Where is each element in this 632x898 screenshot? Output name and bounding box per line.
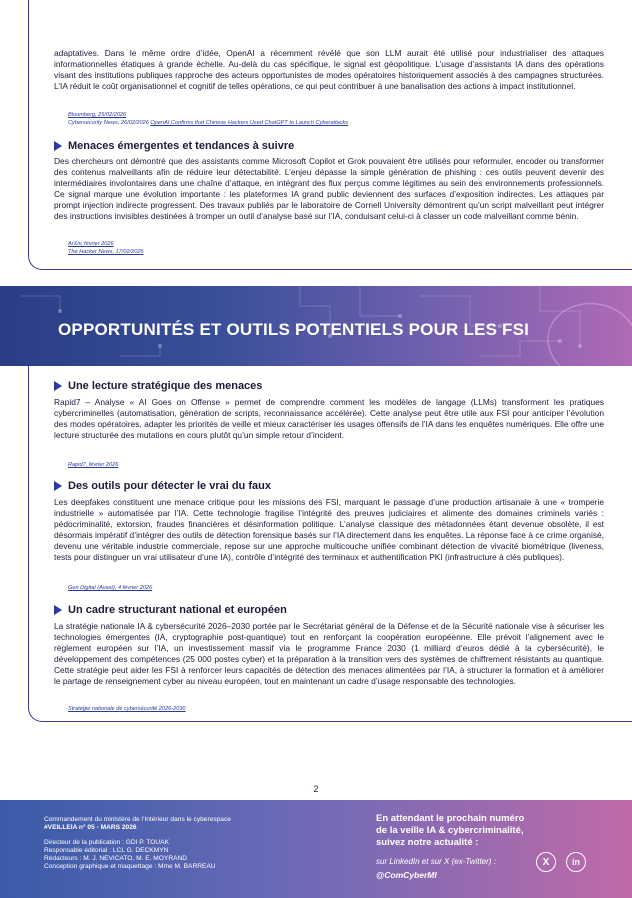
top-section-frame xyxy=(28,0,632,270)
source-gen-digital[interactable]: Gen Digital (Avast), 4 février 2026 xyxy=(68,585,153,591)
footer-org: Commandement du ministère de l’Intérieur dans le cyberespace xyxy=(44,816,231,823)
heading-lecture-strategique: Une lecture stratégique des menaces xyxy=(54,379,262,393)
source-cybersecurity-news[interactable]: Cybersecurity News, 26/02/2026 OpenAI Confirms that Chinese Hackers Used ChatGPT to Launch Cyberattacks xyxy=(68,120,349,126)
footer-writers: Rédacteurs : M. J. NEVICATO, M. E. MOYRAND xyxy=(44,855,188,862)
triangle-bullet-icon xyxy=(54,605,62,615)
page-number: 2 xyxy=(313,784,319,794)
paragraph-menaces: Des chercheurs ont démontré que des assistants comme Microsoft Copilot et Grok pouvaient être utilisés pour reformuler, encoder ou transformer des contenus malveillants afin de réduire leur détectabilité. L’enjeu dépasse la simple génération de phishing : ces outils peuvent devenir des intermédiaires involontaires dans une chaîne d’attaque, en intégrant des flux perçus comme légitimes au sein des environnements professionnels. Ce signal marque une évolution importante : les plateformes IA grand public deviennent des surfaces d’exposition indirectes. Les attaques par prompt injection indirecte progressent. Des travaux publiés par le laboratoire de Cornell University démontrent qu’un script malveillant peut intégrer des instructions invisibles destinées à tromper un outil d’analyse basé sur l’IA, conduisant celui-ci à classer un code malveillant comme bénin. xyxy=(54,156,604,221)
paragraph-strategie: La stratégie nationale IA & cybersécurité 2026–2030 portée par le Secrétariat général de la Défense et de la Sécurité nationale vise à sécuriser les technologies émergentes (IA, cryptographie post-quantique) tout en renforçant la coopération européenne. Elle prévoit l’alignement avec le règlement européen sur l’IA, un investissement massif via le programme France 2030 (1 milliard d’euros dédié à la cybersécurité), le développement des compétences (25 000 postes cyber) et la préparation à la transition vers des systèmes de chiffrement résistants au quantique. Cette stratégie peut aider les FSI à renforcer leurs capacités de détection des menaces alimentées par l’IA, à structurer la formation et à améliorer le partage de renseignement cyber au niveau européen, tout en maintenant un cadre d’usage responsable des technologies. xyxy=(54,621,604,686)
heading-detecter-vrai-faux: Des outils pour détecter le vrai du faux xyxy=(54,479,271,493)
footer-issue: #VEILLEIA n° 05 - MARS 2026 xyxy=(44,824,137,831)
source-rapid7[interactable]: Rapid7, février 2026 xyxy=(68,462,119,468)
source-arxiv[interactable]: ArXiv, février 2026 xyxy=(68,241,114,247)
footer xyxy=(0,800,632,898)
heading-menaces-emergentes: Menaces émergentes et tendances à suivre xyxy=(54,139,294,153)
source-hacker-news[interactable]: The Hacker News, 17/02/2026 xyxy=(68,249,144,255)
triangle-bullet-icon xyxy=(54,481,62,491)
source-bloomberg[interactable]: Bloomberg, 25/02/2026 xyxy=(68,112,127,118)
paragraph-deepfakes: Les deepfakes constituent une menace critique pour les missions des FSI, marquant le passage d’une production artisanale à une « tromperie industrielle » automatisée par l’IA. Cette technologie fragilise l’intégrité des preuves judiciaires et alimente des domaines criminels variés : pédocriminalité, extorsion, fraudes financières et désinformation politique. L’analyse classique des métadonnées étant devenue obsolète, il est désormais impératif d’intégrer des outils de détection forensique basés sur l’IA directement dans les enquêtes. La réponse face à ce crime organisé, devenu une véritable industrie commerciale, repose sur une approche multicouche unifiée combinant détection de vivacité biométrique (liveness, tests pour distinguer un vrai utilisateur d’une IA), contrôle d’intégrité des terminaux et authentification PKI (infrastructure à clés publiques). xyxy=(54,497,604,562)
triangle-bullet-icon xyxy=(54,381,62,391)
paragraph-rapid7: Rapid7 – Analyse « AI Goes on Offense » permet de comprendre comment les modèles de langage (LLMs) transforment les pratiques cybercriminelles (automatisation, génération de scripts, reconnaissance accélérée). Cette analyse peut être utile aux FSI pour anticiper l’évolution des modes opératoires, adapter les priorités de veille et mieux caractériser les usages offensifs de l’IA dans les enquêtes numériques. Elle offre une lecture structurée des mutations en cours plutôt qu’un simple retour d’incident. xyxy=(54,397,604,440)
footer-editor: Responsable éditorial : LCL G. DECKMYN xyxy=(44,847,169,854)
footer-cta: En attendant le prochain numéro de la veille IA & cybercriminalité, suivez notre actualité : xyxy=(376,813,525,848)
footer-social-line: sur LinkedIn et sur X (ex-Twitter) : xyxy=(376,857,496,866)
x-twitter-icon[interactable]: X xyxy=(536,852,556,872)
footer-design: Conception graphique et maquettage : Mme M. BARREAU xyxy=(44,863,216,870)
linkedin-icon[interactable]: in xyxy=(566,852,586,872)
triangle-bullet-icon xyxy=(54,141,62,151)
source-strategie-nationale[interactable]: Stratégie nationale de cybersécurité 2026-2030 xyxy=(68,706,186,712)
heading-cadre-structurant: Un cadre structurant national et européen xyxy=(54,603,287,617)
section-banner xyxy=(0,286,632,366)
paragraph-openai: adaptatives. Dans le même ordre d’idée, OpenAI a récemment révélé que son LLM aurait été utilisé pour industrialiser des attaques informationnelles étatiques à grande échelle. Au-delà du cas spécifique, le signal est géopolitique. L’usage d’assistants IA dans des opérations visant des institutions publiques rapproche des acteurs opportunistes de modes opératoires historiquement associés à des campagnes structurées. L’IA réduit le coût organisationnel et cognitif de telles opérations, ce qui peut contribuer à une banalisation des actions à impact institutionnel. xyxy=(54,48,604,91)
footer-handle[interactable]: @ComCyberMI xyxy=(376,870,437,880)
footer-director: Directeur de la publication : GDI P. TOUAK xyxy=(44,839,169,846)
banner-title: OPPORTUNITÉS ET OUTILS POTENTIELS POUR LES FSI xyxy=(58,320,530,339)
